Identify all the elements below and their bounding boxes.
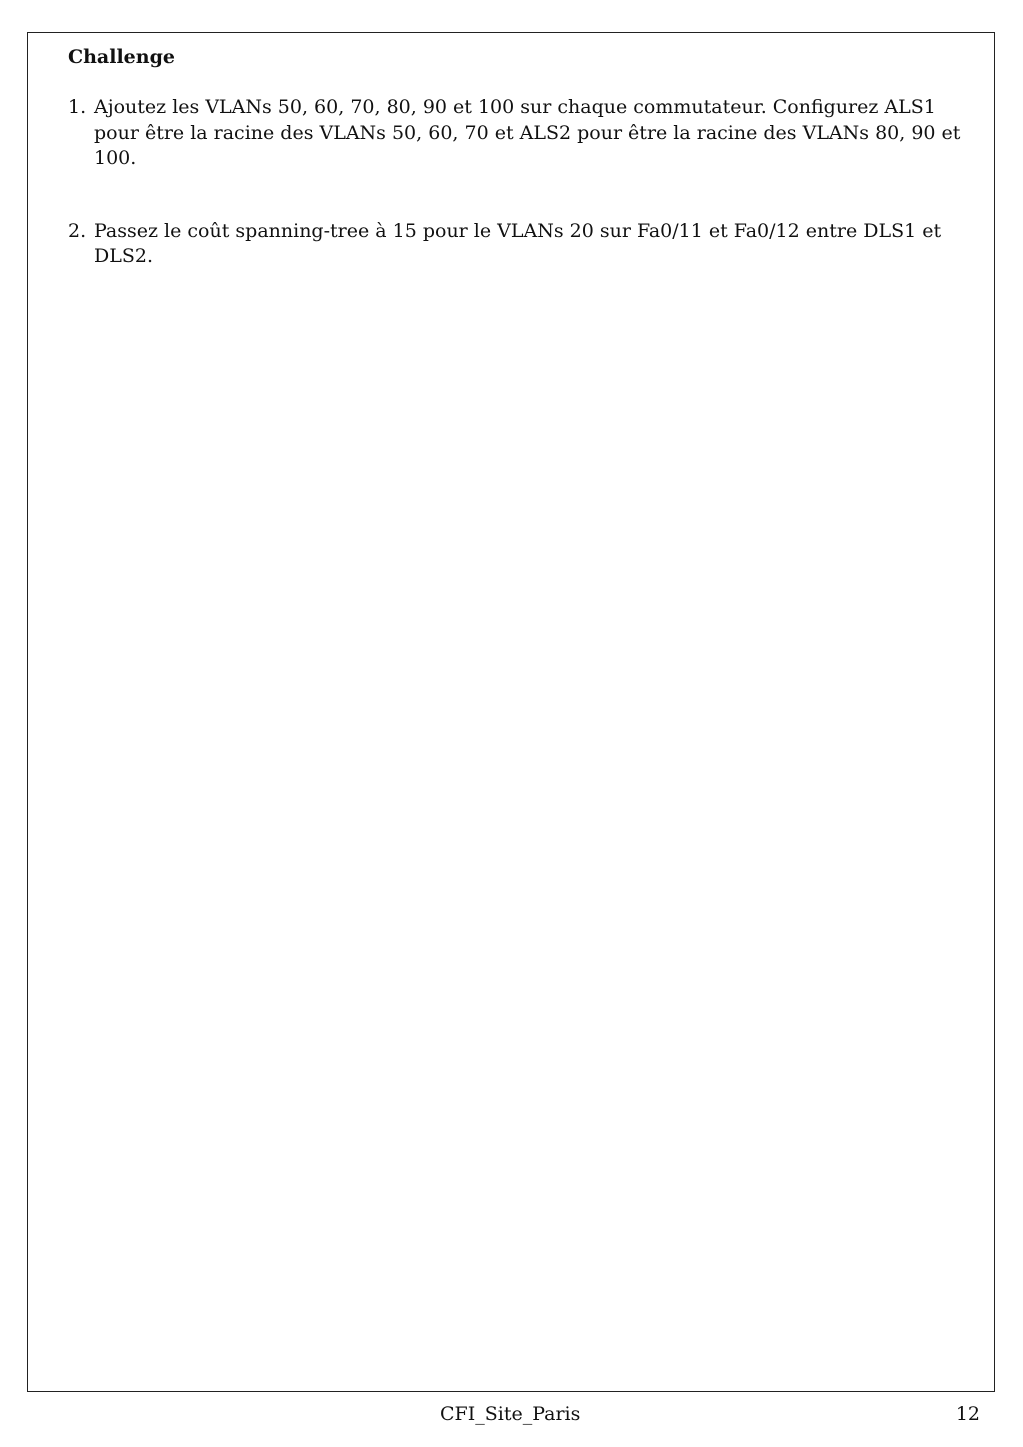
task-text: Ajoutez les VLANs 50, 60, 70, 80, 90 et 100 sur chaque commutateur. Configurez ALS1 pour être la racine des VLANs 50, 60, 70 et ALS2 pour être la racine des VLANs 80, 90 et 100.	[94, 96, 961, 169]
task-number: 1.	[68, 96, 87, 118]
page-frame	[27, 32, 995, 1392]
task-item-1	[68, 95, 980, 172]
section-heading: Challenge	[68, 46, 175, 68]
task-item-2	[68, 219, 980, 270]
task-list	[68, 95, 980, 270]
footer-page-number: 12	[955, 1403, 980, 1425]
task-number: 2.	[68, 219, 87, 242]
task-text: Passez le coût spanning-tree à 15 pour le VLANs 20 sur Fa0/11 et Fa0/12 entre DLS1 et DLS2.	[94, 219, 942, 267]
footer-site-name: CFI_Site_Paris	[440, 1403, 581, 1425]
